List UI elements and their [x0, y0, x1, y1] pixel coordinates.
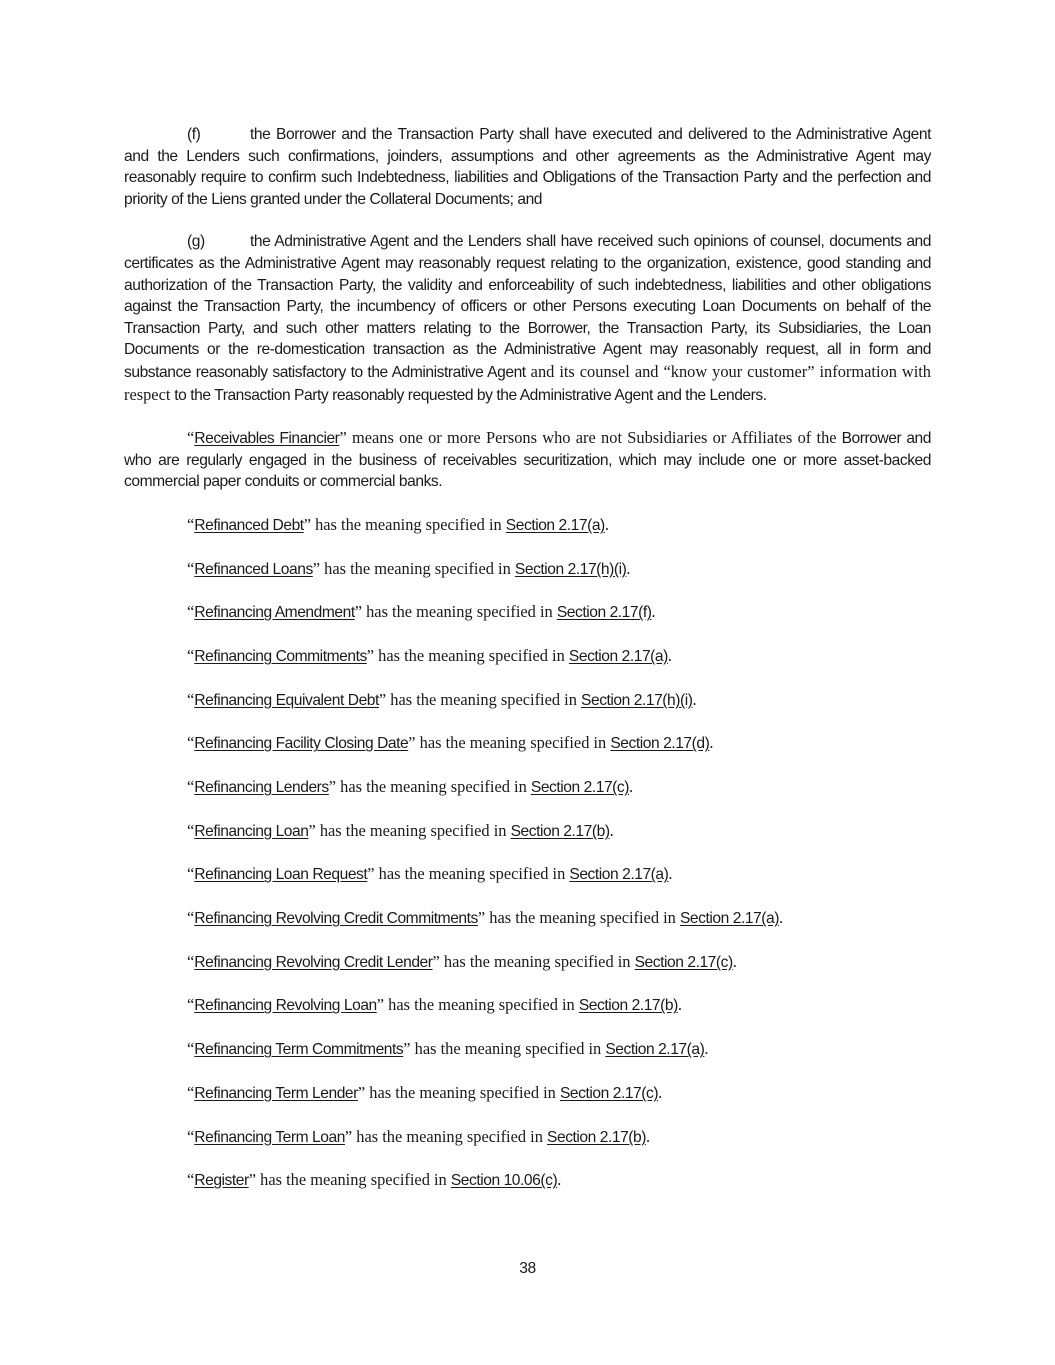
defined-term: Refinanced Debt [194, 516, 304, 534]
defined-term: Refinancing Revolving Loan [194, 997, 377, 1015]
open-quote: “ [187, 1126, 195, 1146]
period: . [677, 995, 682, 1015]
definition-item [124, 514, 931, 537]
section-reference-link[interactable]: Section 2.17(h)(i) [581, 691, 693, 709]
section-reference-link[interactable]: Section 2.17(b) [510, 822, 610, 840]
section-reference-link[interactable]: Section 2.17(c) [530, 779, 630, 797]
defined-term: Refinancing Revolving Credit Lender [194, 953, 433, 971]
definition-item [124, 776, 931, 799]
definition-item [124, 1038, 931, 1061]
definition-item [124, 645, 931, 668]
period: . [646, 1126, 651, 1146]
page-number: 38 [519, 1260, 536, 1277]
clause-g-text-2: to the Transaction Party reasonably requested by the Administrative Agent and the Lenders. [170, 386, 767, 404]
definition-text: ” has the meaning specified in [312, 558, 515, 578]
open-quote: “ [187, 908, 195, 928]
definition-text: ” has the meaning specified in [378, 689, 582, 709]
defined-term: Refinancing Lenders [194, 779, 329, 797]
section-reference-link[interactable]: Section 2.17(b) [578, 997, 678, 1015]
defined-term: Refinancing Equivalent Debt [194, 691, 379, 709]
section-reference-link[interactable]: Section 2.17(c) [634, 953, 733, 971]
definition-text: ” has the meaning specified in [328, 777, 531, 797]
document-page [124, 124, 931, 1213]
definition-text-serif: ” means one or more Persons who are not Subsidiaries or Affiliates of the [339, 428, 837, 448]
open-quote: “ [187, 864, 195, 884]
defined-term: Refinanced Loans [194, 560, 313, 578]
definition-text: ” has the meaning specified in [376, 995, 579, 1015]
open-quote: “ [187, 733, 195, 753]
period: . [668, 864, 673, 884]
definition-text: ” has the meaning specified in [403, 1039, 606, 1059]
period: . [629, 777, 634, 797]
open-quote: “ [187, 602, 195, 622]
section-reference-link[interactable]: Section 2.17(a) [605, 1041, 705, 1059]
definition-text: ” has the meaning specified in [366, 645, 569, 665]
open-quote: “ [187, 1039, 195, 1059]
defined-term: Refinancing Commitments [194, 647, 367, 665]
definition-text: ” has the meaning specified in [357, 1082, 560, 1102]
defined-term: Refinancing Loan Request [194, 866, 368, 884]
open-quote: “ [187, 777, 195, 797]
open-quote: “ [187, 995, 195, 1015]
section-reference-link[interactable]: Section 2.17(d) [610, 735, 710, 753]
definition-item [124, 601, 931, 624]
clause-f [124, 124, 931, 210]
period: . [709, 733, 714, 753]
period: . [779, 908, 784, 928]
clause-g [124, 231, 931, 406]
definition-text: ” has the meaning specified in [432, 951, 635, 971]
definition-text: ” has the meaning specified in [354, 602, 557, 622]
section-reference-link[interactable]: Section 2.17(a) [569, 866, 669, 884]
section-reference-link[interactable]: Section 2.17(a) [679, 910, 779, 928]
defined-term: Refinancing Loan [194, 822, 309, 840]
open-quote: “ [187, 689, 195, 709]
definition-text: ” has the meaning specified in [303, 514, 506, 534]
definition-text: ” has the meaning specified in [248, 1170, 451, 1190]
section-reference-link[interactable]: Section 2.17(b) [547, 1128, 647, 1146]
defined-term: Refinancing Term Commitments [194, 1041, 404, 1059]
section-reference-link[interactable]: Section 2.17(h)(i) [514, 560, 627, 578]
section-reference-link[interactable]: Section 2.17(a) [568, 647, 668, 665]
definition-text: ” has the meaning specified in [408, 733, 611, 753]
definition-item [124, 1126, 931, 1149]
period: . [658, 1082, 663, 1102]
definition-item [124, 1169, 931, 1192]
clause-g-text-1: the Administrative Agent and the Lenders shall have received such opinions of counsel, documents and certificates as the Administrative Agent may reasonably request relating to the organization, existence, good standing and authorization of the Transaction Party, the validity and enforceability of such indebtedness, liabilities and other obligations against the Transaction Party, the incumbency of officers or other Persons executing Loan Documents on behalf of the Transaction Party, and such other matters relating to the Borrower, the Transaction Party, its Subsidiaries, the Loan Documents or the re-domestication transaction as the Administrative Agent may reasonably request, all in form and substance reasonably satisfactory to the Administrative Agent [124, 233, 931, 381]
definition-item [124, 951, 931, 974]
definitions-list [124, 514, 931, 1192]
open-quote: “ [187, 820, 195, 840]
open-quote: “ [187, 951, 195, 971]
section-reference-link[interactable]: Section 2.17(a) [505, 516, 605, 534]
clause-g-text-serif: and its counsel and “know your customer” information with respect [124, 361, 932, 404]
period: . [604, 514, 609, 534]
clause-f-text: the Borrower and the Transaction Party shall have executed and delivered to the Administrative Agent and the Lenders such confirmations, joinders, assumptions and other agreements as the Administrative Agent may reasonably require to confirm such Indebtedness, liabilities and Obligations of the Transaction Party and the perfection and priority of the Liens granted under the Collateral Documents; and [124, 126, 931, 208]
definition-text: ” has the meaning specified in [367, 864, 570, 884]
period: . [626, 558, 631, 578]
definition-receivables-financier [124, 427, 931, 493]
open-quote: “ [187, 514, 195, 534]
definition-item [124, 907, 931, 930]
defined-term: Refinancing Term Lender [194, 1084, 358, 1102]
definition-text: ” has the meaning specified in [477, 908, 680, 928]
period: . [609, 820, 614, 840]
section-reference-link[interactable]: Section 10.06(c) [450, 1172, 558, 1190]
section-reference-link[interactable]: Section 2.17(c) [559, 1084, 659, 1102]
definition-text: ” has the meaning specified in [344, 1126, 548, 1146]
open-quote: “ [187, 1082, 195, 1102]
period: . [732, 951, 737, 971]
clause-f-label: (f) [187, 126, 201, 143]
period: . [692, 689, 697, 709]
definition-item [124, 558, 931, 581]
clause-g-label: (g) [187, 233, 205, 251]
open-quote: “ [187, 1170, 195, 1190]
definition-text: ” has the meaning specified in [308, 820, 511, 840]
definition-text: Borrower and who are regularly engaged in the business of receivables securitization, which may include one or more asset-backed commercial paper conduits or commercial banks. [124, 430, 932, 491]
period: . [704, 1039, 709, 1059]
section-reference-link[interactable]: Section 2.17(f) [556, 604, 652, 622]
defined-term: Refinancing Facility Closing Date [194, 735, 409, 753]
defined-term: Receivables Financier [194, 430, 340, 448]
definition-item [124, 863, 931, 886]
defined-term: Refinancing Revolving Credit Commitments [194, 910, 478, 928]
definition-item [124, 1082, 931, 1105]
definition-item [124, 994, 931, 1017]
period: . [557, 1170, 562, 1190]
open-quote: “ [187, 428, 195, 448]
period: . [651, 602, 656, 622]
defined-term: Refinancing Amendment [194, 604, 355, 622]
definition-item [124, 689, 931, 712]
open-quote: “ [187, 645, 195, 665]
defined-term: Register [194, 1172, 249, 1190]
definition-item [124, 820, 931, 843]
open-quote: “ [187, 558, 195, 578]
definition-item [124, 732, 931, 755]
period: . [667, 645, 673, 665]
defined-term: Refinancing Term Loan [194, 1128, 345, 1146]
